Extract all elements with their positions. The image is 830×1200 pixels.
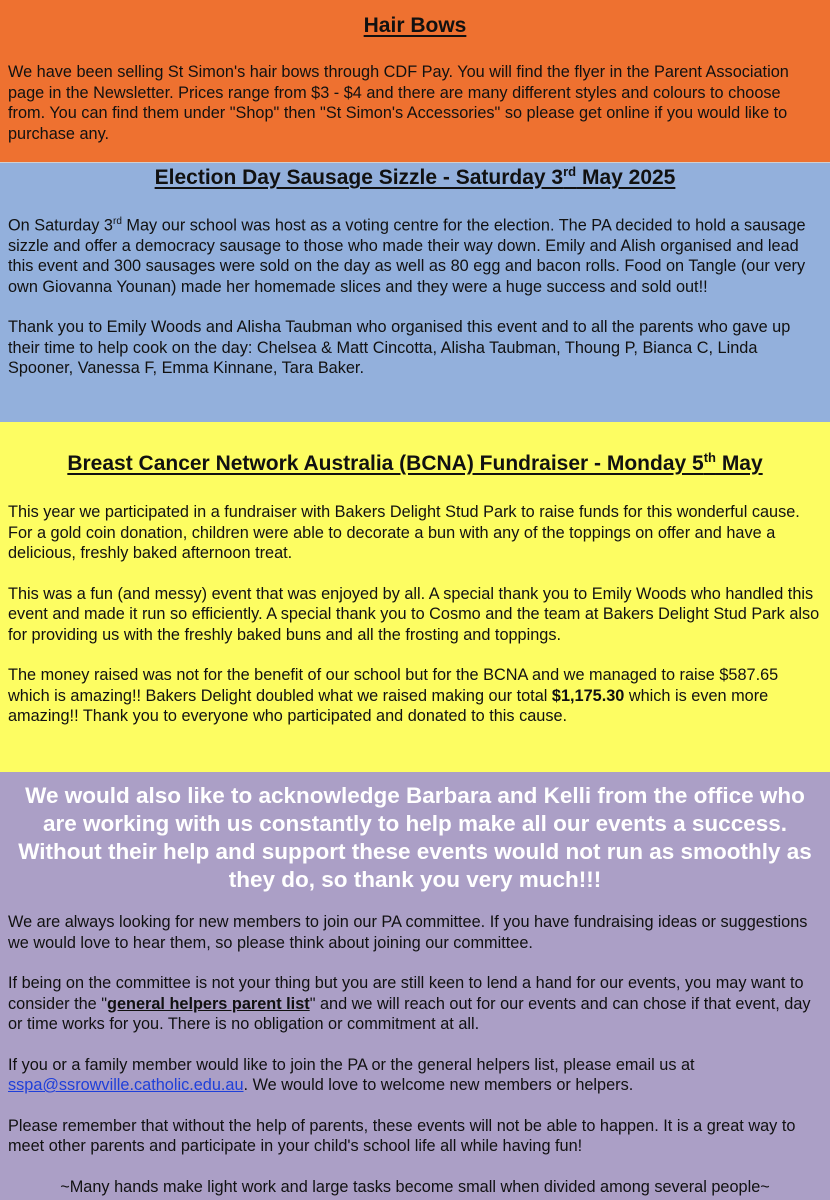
committee-paragraph: We are always looking for new members to join our PA committee. If you have fundraising ideas or suggestions we would love to hear them, so please think about joining our committee. — [8, 913, 808, 952]
bcna-paragraph-1: This year we participated in a fundraiser with Bakers Delight Stud Park to raise funds for this wonderful cause. For a gold coin donation, children were able to decorate a bun with any of the toppings on offer and have a delicious, freshly baked afternoon treat. — [8, 503, 800, 562]
hair-bows-body: We have been selling St Simon's hair bows through CDF Pay. You will find the flyer in the Parent Association page in the Newsletter. Prices range from $3 - $4 and there are many different styles and colours to choose from. You can find them under "Shop" then "St Simon's Accessories" so please get online if you would like to purchase any. — [8, 63, 789, 143]
general-helpers-link[interactable]: general helpers parent list — [107, 994, 310, 1013]
email-link[interactable]: sspa@ssrowville.catholic.edu.au — [8, 1076, 244, 1094]
sausage-sizzle-paragraph-2: Thank you to Emily Woods and Alisha Taubman who organised this event and to all the parents who gave up their time to help cook on the day: Chelsea & Matt Cincotta, Alisha Taubman, Thoung P, Bianca C, Linda Spooner, Vanessa F, Emma Kinnane, Tara Baker. — [8, 318, 791, 378]
parents-paragraph: Please remember that without the help of parents, these events will not be able to happen. It is a great way to meet other parents and participate in your child's school life all while having fun! — [8, 1116, 796, 1155]
bcna-paragraph-2: This was a fun (and messy) event that was enjoyed by all. A special thank you to Emily Woods who handled this event and made it run so efficiently. A special thank you to Cosmo and the team at Bakers Delight Stud Park also for providing us with the freshly baked buns and all the frosting and toppings. — [8, 584, 820, 644]
sausage-sizzle-section — [0, 162, 830, 422]
bcna-title: Breast Cancer Network Australia (BCNA) Fundraiser - Monday 5th May — [67, 450, 763, 475]
closing-quote: ~Many hands make light work and large tasks become small when divided among several people~ — [60, 1177, 770, 1196]
bcna-section — [0, 422, 830, 772]
hair-bows-title: Hair Bows — [363, 14, 467, 37]
acknowledgement-banner: We would also like to acknowledge Barbara and Kelli from the office who are working with us constantly to help make all our events a success. Without their help and support these events would not run as smoothly as they do, so thank you very much!!! — [18, 783, 812, 892]
hair-bows-section — [0, 0, 830, 162]
sausage-sizzle-paragraph-1: On Saturday 3rd May our school was host as a voting centre for the election. The PA decided to hold a sausage sizzle and offer a democracy sausage to those who made their way down. Emily and Alish organised and lead this event and 300 sausages were sold on the day as well as 80 egg and bacon rolls. Food on Tangle (our very own Giovanna Younan) made her homemade slices and they were a huge success and sold out!! — [8, 216, 806, 296]
acknowledgement-section — [0, 772, 830, 1200]
bcna-total-amount: $1,175.30 — [551, 686, 625, 705]
bcna-paragraph-3: The money raised was not for the benefit of our school but for the BCNA and we managed to raise $587.65 which is amazing!! Bakers Delight doubled what we raised making our total $1,175.30 which is even more amazing!! Thank you to everyone who participated and donated to this cause. — [8, 666, 779, 725]
helpers-paragraph: If being on the committee is not your thing but you are still keen to lend a hand for our events, you may want to consider the "general helpers parent list" and we will reach out for our events and can chose if that event, day or time works for you. There is no obligation or commitment at all. — [8, 974, 811, 1033]
contact-paragraph: If you or a family member would like to join the PA or the general helpers list, please email us at sspa@ssrowville.catholic.edu.au. We would love to welcome new members or helpers. — [8, 1055, 695, 1094]
sausage-sizzle-title: Election Day Sausage Sizzle - Saturday 3rd May 2025 — [154, 164, 676, 189]
